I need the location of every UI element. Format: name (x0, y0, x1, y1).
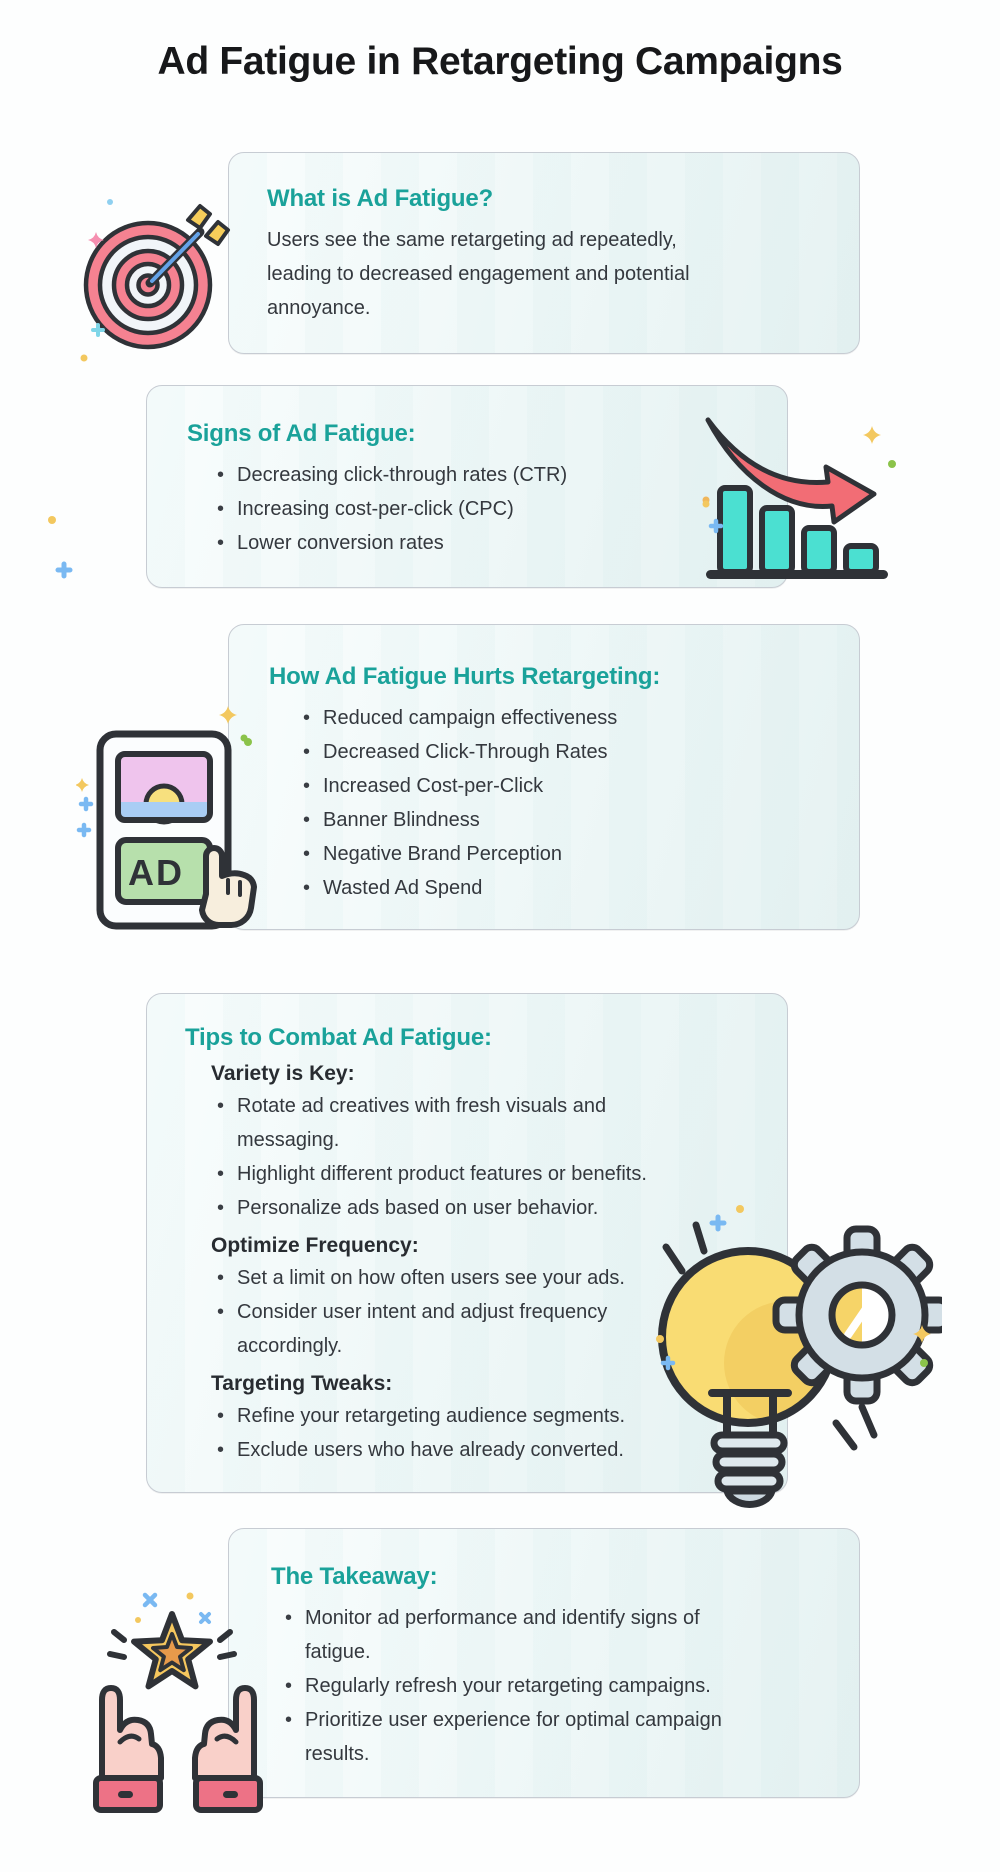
ad-click-icon (76, 722, 278, 952)
bullet-item: • Increased Cost-per-Click (297, 769, 825, 803)
bullet-item: • Prioritize user experience for optimal campaign results. (279, 1703, 724, 1771)
ad-label: AD (128, 852, 184, 893)
bullet-item: • Regularly refresh your retargeting campaigns. (279, 1669, 724, 1703)
target-dart-icon (76, 188, 250, 374)
bullet-item: • Decreasing click-through rates (CTR) (211, 458, 753, 492)
lightbulb-gear-icon (630, 1185, 942, 1515)
card-heading: Signs of Ad Fatigue: (187, 420, 416, 447)
bullet-item: • Lower conversion rates (211, 526, 753, 560)
bullet-item: • Consider user intent and adjust frequency accordingly. (211, 1295, 686, 1363)
bullet-item: • Negative Brand Perception (297, 837, 825, 871)
card-heading: What is Ad Fatigue? (267, 185, 493, 212)
card-heading: The Takeaway: (271, 1563, 438, 1590)
bullet-item: • Personalize ads based on user behavior. (211, 1191, 686, 1225)
bullet-item: • Reduced campaign effectiveness (297, 701, 825, 735)
bullet-item: • Banner Blindness (297, 803, 825, 837)
subsection-title: Optimize Frequency: (211, 1234, 419, 1257)
declining-bar-chart-icon (690, 412, 902, 594)
card-heading: Tips to Combat Ad Fatigue: (185, 1024, 492, 1051)
bullet-item: • Rotate ad creatives with fresh visuals and messaging. (211, 1089, 686, 1157)
card-heading: How Ad Fatigue Hurts Retargeting: (269, 663, 661, 690)
subsection-title: Variety is Key: (211, 1062, 355, 1085)
gear (776, 1229, 942, 1401)
card-body: Users see the same retargeting ad repeatedly, leading to decreased engagement and potential annoyance. (267, 229, 690, 319)
bullet-item: • Monitor ad performance and identify signs of fatigue. (279, 1601, 724, 1669)
bullet-item: • Refine your retargeting audience segments. (211, 1399, 686, 1433)
subsection-title: Targeting Tweaks: (211, 1372, 393, 1395)
bullet-item: • Highlight different product features or benefits. (211, 1157, 686, 1191)
bullet-item: • Increasing cost-per-click (CPC) (211, 492, 753, 526)
bullet-item: • Exclude users who have already converted. (211, 1433, 686, 1467)
bullet-item: • Decreased Click-Through Rates (297, 735, 825, 769)
page-title: Ad Fatigue in Retargeting Campaigns (157, 40, 843, 83)
bullet-item: • Set a limit on how often users see your ads. (211, 1261, 686, 1295)
hands-holding-star-icon (68, 1582, 288, 1822)
bullet-item: • Wasted Ad Spend (297, 871, 825, 905)
